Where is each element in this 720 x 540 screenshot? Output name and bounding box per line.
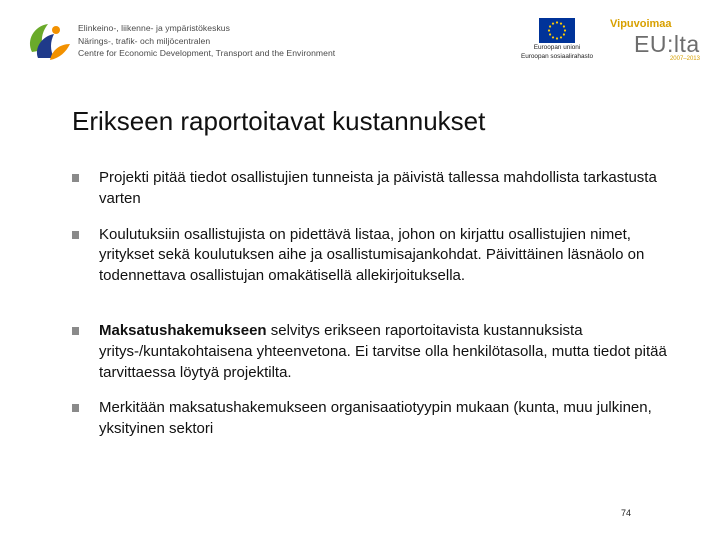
ely-centre-name-fi: Elinkeino-, liikenne- ja ympäristökeskus [78, 23, 230, 33]
eu-flag-icon [539, 18, 575, 43]
ely-centre-name-sv: Närings-, trafik- och miljöcentralen [78, 35, 211, 46]
bullet-item [72, 321, 672, 383]
eu-star-icon [556, 37, 558, 39]
square-bullet-icon [72, 327, 79, 335]
programme-wordmark: EU:lta [634, 31, 700, 57]
page-number: 74 [621, 508, 632, 518]
eu-star-icon [556, 21, 558, 23]
bullet-item [72, 225, 672, 287]
eu-caption-union: Euroopan unioni [533, 44, 581, 51]
eu-star-icon [560, 22, 562, 24]
programme-logo [608, 16, 708, 66]
square-bullet-icon [72, 231, 79, 239]
eu-star-icon [549, 33, 551, 35]
bullet-list [72, 168, 672, 440]
eu-star-icon [564, 29, 566, 31]
page-title: Erikseen raportoitavat kustannukset [72, 106, 486, 136]
bullet-text: selvitys erikseen raportoitavista kustannuksista yritys-/kuntakohtaisena yhteenvetona. Ei tarvitse olla henkilötasolla, mutta tiedot pitää tarvittaessa löytyä projektilta. [99, 321, 667, 381]
eu-star-icon [560, 36, 562, 38]
bullet-text: Projekti pitää tiedot osallistujien tunneista ja päivistä tallessa mahdollista tarkastusta varten [99, 169, 657, 207]
programme-name: Vipuvoimaa [610, 18, 672, 30]
ely-centre-logo [24, 18, 76, 66]
eu-star-icon [563, 33, 565, 35]
bullet-item [72, 398, 672, 440]
bullet-text: Koulutuksiin osallistujista on pidettävä listaa, johon on kirjattu osallistujien nimet, yritykset sekä koulutuksen aihe ja osallistumisajankohdat. Päivittäinen läsnäolo on todennettava osallistujan omakätisellä allekirjoituksella. [99, 225, 645, 285]
programme-period: 2007–2013 [669, 56, 700, 62]
eu-star-icon [549, 25, 551, 27]
ely-centre-name-en: Centre for Economic Development, Transport and the Environment [78, 48, 336, 58]
eu-star-icon [563, 25, 565, 27]
eu-star-icon [552, 22, 554, 24]
bullet-text: Merkitään maksatushakemukseen organisaatiotyypin mukaan (kunta, muu julkinen, yksityinen sektori [99, 399, 652, 438]
eu-star-icon [552, 36, 554, 38]
square-bullet-icon [72, 174, 79, 182]
eu-star-icon [548, 29, 550, 31]
ely-centre-name [78, 22, 335, 60]
eu-caption-fund: Euroopan sosiaalirahasto [520, 53, 594, 60]
bullet-bold-lead: Maksatushakemukseen [99, 321, 267, 339]
bullet-item [72, 168, 672, 210]
square-bullet-icon [72, 404, 79, 412]
eu-emblem [514, 18, 600, 61]
